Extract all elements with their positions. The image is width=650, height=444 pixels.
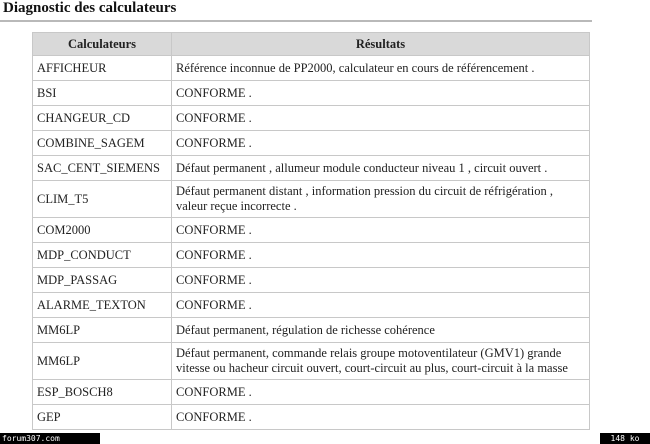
footer-bar bbox=[0, 433, 650, 444]
calculateur-name: ALARME_TEXTON bbox=[33, 293, 172, 318]
table-row bbox=[33, 181, 590, 218]
calculateur-name: ESP_BOSCH8 bbox=[33, 380, 172, 405]
result-text: CONFORME . bbox=[172, 405, 590, 430]
result-text: CONFORME . bbox=[172, 81, 590, 106]
column-header-calculateurs: Calculateurs bbox=[33, 33, 172, 56]
calculateur-name: COMBINE_SAGEM bbox=[33, 131, 172, 156]
result-text: Défaut permanent, commande relais groupe motoventilateur (GMV1) grande vitesse ou hacheur circuit ouvert, court-circuit au plus, court-circuit à la masse bbox=[172, 343, 590, 380]
table-row bbox=[33, 56, 590, 81]
table-row bbox=[33, 106, 590, 131]
calculateur-name: SAC_CENT_SIEMENS bbox=[33, 156, 172, 181]
result-text: CONFORME . bbox=[172, 243, 590, 268]
result-text: Référence inconnue de PP2000, calculateur en cours de référencement . bbox=[172, 56, 590, 81]
page-title: Diagnostic des calculateurs bbox=[3, 0, 177, 16]
result-text: CONFORME . bbox=[172, 131, 590, 156]
calculateur-name: AFFICHEUR bbox=[33, 56, 172, 81]
result-text: CONFORME . bbox=[172, 106, 590, 131]
table-row bbox=[33, 343, 590, 380]
calculateur-name: MM6LP bbox=[33, 343, 172, 380]
result-text: Défaut permanent, régulation de richesse cohérence bbox=[172, 318, 590, 343]
table-header-row bbox=[33, 33, 590, 56]
result-text: CONFORME . bbox=[172, 268, 590, 293]
table-row bbox=[33, 243, 590, 268]
table-row bbox=[33, 293, 590, 318]
calculateur-name: MDP_CONDUCT bbox=[33, 243, 172, 268]
calculateur-name: MDP_PASSAG bbox=[33, 268, 172, 293]
calculateur-name: MM6LP bbox=[33, 318, 172, 343]
table-row bbox=[33, 380, 590, 405]
calculateur-name: CHANGEUR_CD bbox=[33, 106, 172, 131]
site-label: forum307.com bbox=[0, 433, 100, 444]
calculateur-name: GEP bbox=[33, 405, 172, 430]
result-text: Défaut permanent distant , information pression du circuit de réfrigération , valeur reçue incorrecte . bbox=[172, 181, 590, 218]
table-row bbox=[33, 268, 590, 293]
table-row bbox=[33, 131, 590, 156]
result-text: CONFORME . bbox=[172, 380, 590, 405]
column-header-resultats: Résultats bbox=[172, 33, 590, 56]
calculateur-name: CLIM_T5 bbox=[33, 181, 172, 218]
table-row bbox=[33, 81, 590, 106]
results-table bbox=[32, 32, 590, 430]
file-size-label: 148 ko bbox=[600, 433, 650, 444]
calculateur-name: BSI bbox=[33, 81, 172, 106]
calculateur-name: COM2000 bbox=[33, 218, 172, 243]
table-row bbox=[33, 156, 590, 181]
title-bar bbox=[0, 0, 592, 22]
result-text: CONFORME . bbox=[172, 293, 590, 318]
table-row bbox=[33, 318, 590, 343]
result-text: Défaut permanent , allumeur module conducteur niveau 1 , circuit ouvert . bbox=[172, 156, 590, 181]
table-row bbox=[33, 405, 590, 430]
result-text: CONFORME . bbox=[172, 218, 590, 243]
table-row bbox=[33, 218, 590, 243]
